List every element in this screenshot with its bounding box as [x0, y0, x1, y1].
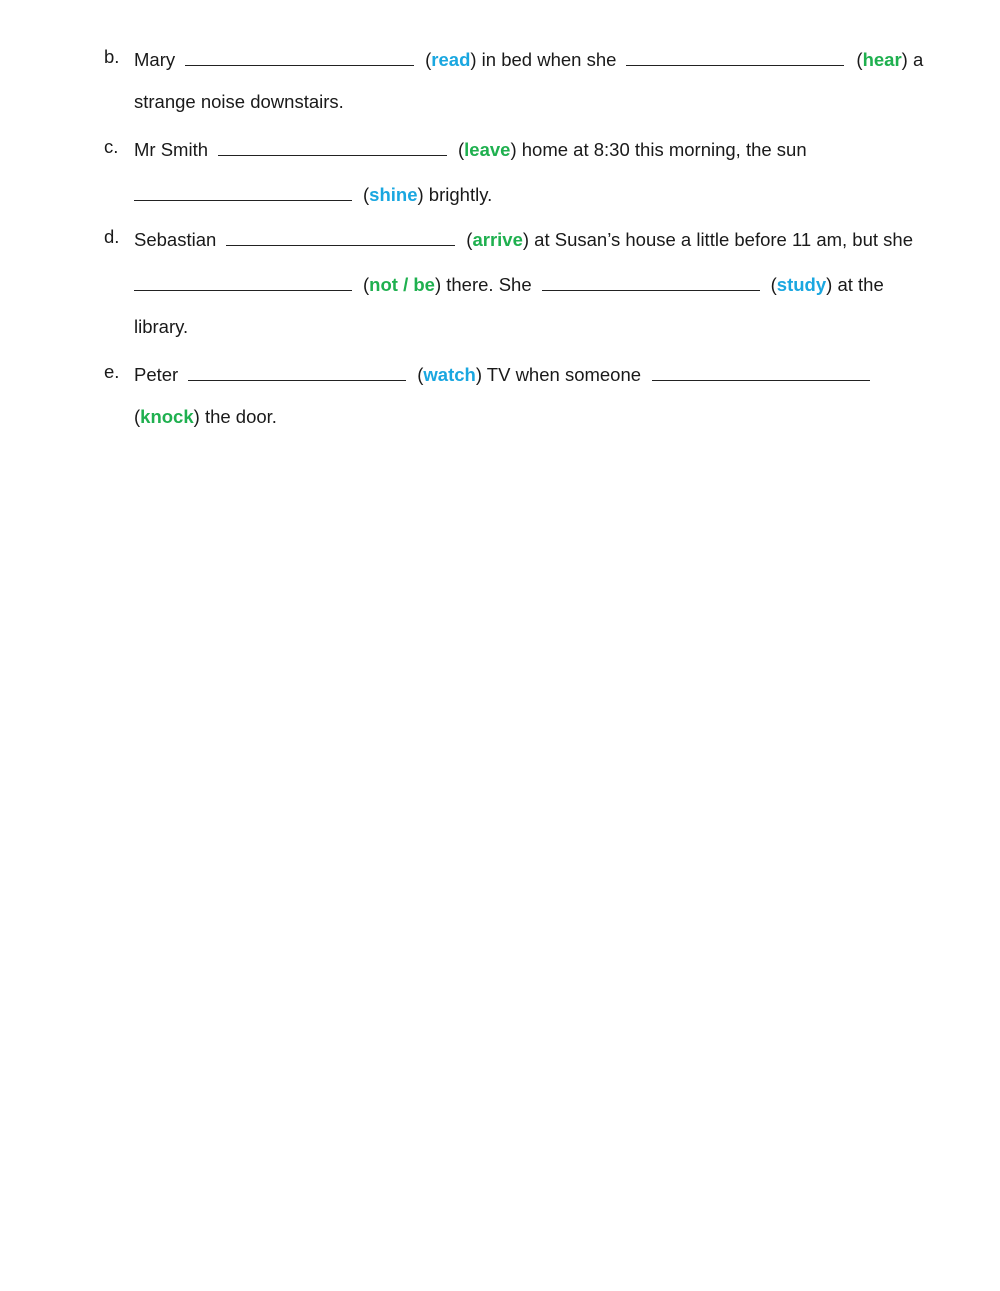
answer-blank[interactable] [185, 48, 414, 66]
answer-blank[interactable] [188, 363, 406, 381]
item-line-1: Mary (read) in bed when she (hear) a [134, 49, 924, 70]
verb-prompt: hear [862, 49, 902, 70]
item-marker: d. [104, 226, 120, 247]
item-subject: Sebastian [134, 229, 217, 250]
answer-blank[interactable] [652, 363, 870, 381]
sentence-text: ) TV when someone [475, 364, 642, 385]
verb-prompt: watch [423, 364, 476, 385]
sentence-text: library. [134, 316, 189, 337]
sentence-text: ) a [901, 49, 924, 70]
item-subject: Mary [134, 49, 176, 70]
item-line-1: Mr Smith (leave) home at 8:30 this morning, the sun [134, 139, 807, 160]
sentence-text: ) at Susan’s house a little before 11 am, but she [522, 229, 913, 250]
answer-blank[interactable] [218, 138, 447, 156]
sentence-text: ) there. She [434, 274, 532, 295]
sentence-text: ) in bed when she [470, 49, 617, 70]
sentence-text: ) brightly. [417, 184, 493, 205]
item-line-2: (knock) the door. [134, 406, 277, 427]
item-marker: b. [104, 46, 120, 67]
verb-prompt: arrive [472, 229, 523, 250]
answer-blank[interactable] [134, 183, 352, 201]
answer-blank[interactable] [626, 48, 844, 66]
sentence-text: ) home at 8:30 this morning, the sun [510, 139, 807, 160]
item-subject: Mr Smith [134, 139, 208, 160]
item-subject: Peter [134, 364, 179, 385]
item-line-2: (not / be) there. She (study) at the [134, 273, 884, 295]
verb-prompt: shine [369, 184, 418, 205]
item-marker: c. [104, 136, 119, 157]
verb-prompt: not / be [369, 274, 435, 295]
item-line-1: Peter (watch) TV when someone [134, 363, 870, 385]
answer-blank[interactable] [542, 273, 760, 291]
answer-blank[interactable] [226, 228, 455, 246]
item-line-1: Sebastian (arrive) at Susan’s house a little before 11 am, but she [134, 229, 913, 250]
verb-prompt: knock [140, 406, 194, 427]
sentence-text: ) at the [826, 274, 884, 295]
verb-prompt: read [431, 49, 471, 70]
verb-prompt: study [776, 274, 827, 295]
answer-blank[interactable] [134, 273, 352, 291]
item-marker: e. [104, 361, 120, 382]
item-line-2: (shine) brightly. [134, 183, 492, 205]
sentence-text: ) the door. [193, 406, 277, 427]
sentence-text: strange noise downstairs. [134, 91, 344, 112]
verb-prompt: leave [464, 139, 511, 160]
